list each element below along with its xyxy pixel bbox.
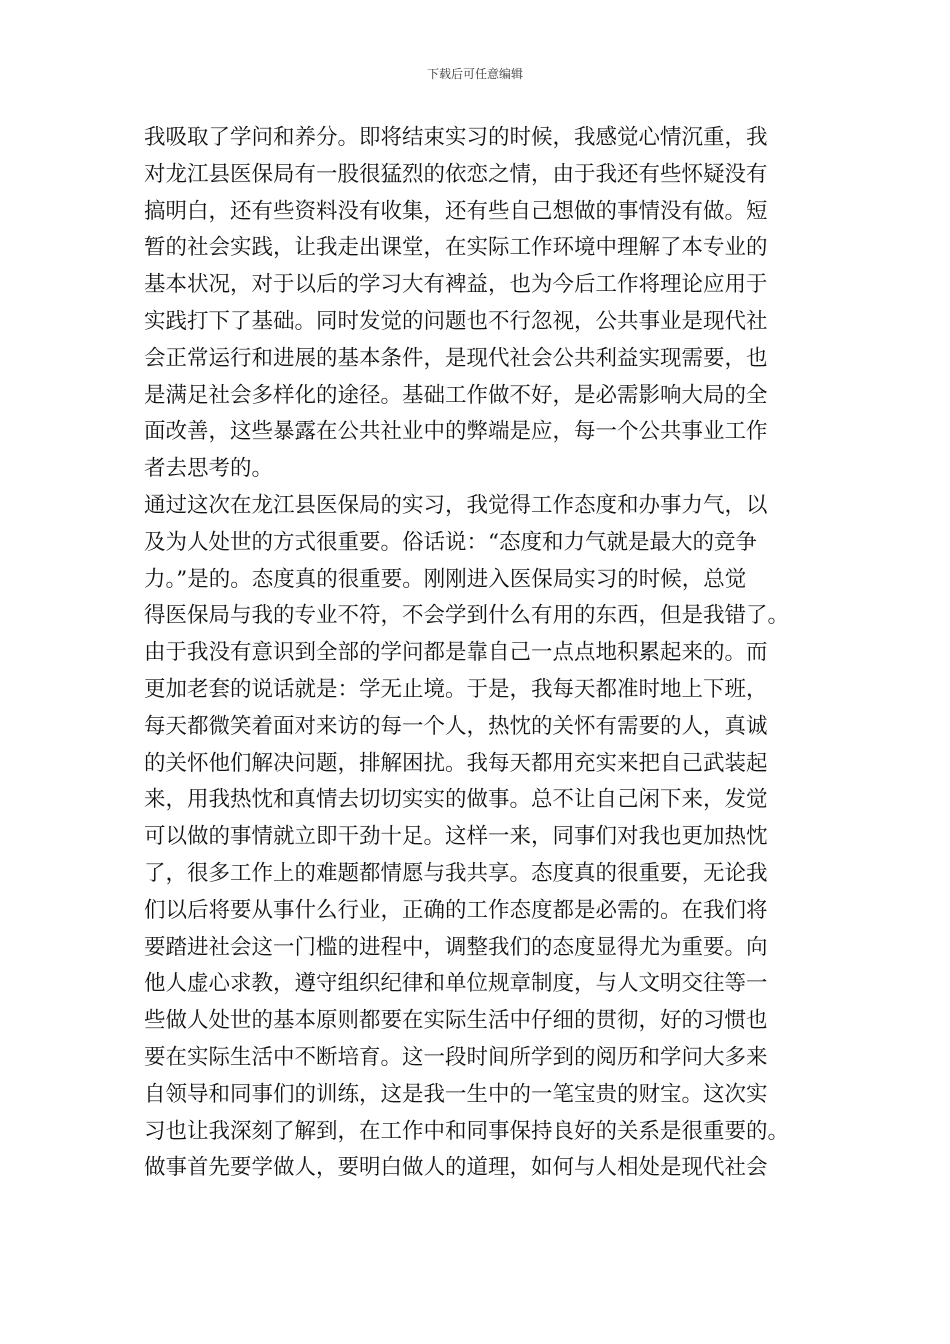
text-line: 些做人处世的基本原则都要在实际生活中仔细的贯彻，好的习惯也 — [144, 1008, 768, 1034]
text-line: 面改善，这些暴露在公共社业中的弊端是应，每一个公共事业工作 — [144, 419, 768, 445]
text-line: 会正常运行和进展的基本条件，是现代社会公共利益实现需要，也 — [144, 345, 768, 371]
text-line: 的关怀他们解决问题，排解困扰。我每天都用充实来把自己武装起 — [144, 750, 768, 776]
text-line: 搞明白，还有些资料没有收集，还有些自己想做的事情没有做。短 — [144, 198, 768, 224]
text-line: 对龙江县医保局有一股很猛烈的依恋之情，由于我还有些怀疑没有 — [144, 161, 768, 187]
text-line: 可以做的事情就立即干劲十足。这样一来，同事们对我也更加热忱 — [144, 824, 768, 850]
text-line: 暂的社会实践，让我走出课堂，在实际工作环境中理解了本专业的 — [144, 235, 768, 261]
text-line: 了，很多工作上的难题都情愿与我共享。态度真的很重要，无论我 — [144, 860, 768, 886]
paragraph-1 — [144, 120, 824, 488]
document-body — [144, 120, 824, 1187]
text-line: 更加老套的说话就是：学无止境。于是，我每天都准时地上下班， — [144, 676, 768, 702]
text-line: 他人虚心求教，遵守组织纪律和单位规章制度，与人文明交往等一 — [144, 971, 768, 997]
page-header: 下载后可任意编辑 — [426, 67, 523, 81]
text-line: 我吸取了学问和养分。即将结束实习的时候，我感觉心情沉重，我 — [144, 125, 768, 150]
text-line: 由于我没有意识到全部的学问都是靠自己一点点地积累起来的。而 — [144, 640, 768, 666]
text-line: 实践打下了基础。同时发觉的问题也不行忽视，公共事业是现代社 — [144, 308, 768, 334]
paragraph-2 — [144, 488, 824, 1187]
text-line: 要踏进社会这一门槛的进程中，调整我们的态度显得尤为重要。向 — [144, 934, 768, 960]
text-line: 来，用我热忱和真情去切切实实的做事。总不让自己闲下来，发觉 — [144, 787, 768, 813]
text-line: 是满足社会多样化的途径。基础工作做不好，是必需影响大局的全 — [144, 382, 768, 408]
text-line: 及为人处世的方式很重要。俗话说：“态度和力气就是最大的竞争 — [144, 529, 757, 555]
text-line: 每天都微笑着面对来访的每一个人，热忱的关怀有需要的人，真诚 — [144, 713, 768, 739]
text-line: 通过这次在龙江县医保局的实习，我觉得工作态度和办事力气，以 — [144, 492, 768, 518]
text-line: 者去思考的。 — [144, 456, 274, 482]
text-line: 做事首先要学做人，要明白做人的道理，如何与人相处是现代社会 — [144, 1155, 768, 1181]
text-line: 自领导和同事们的训练，这是我一生中的一笔宝贵的财宝。这次实 — [144, 1081, 768, 1107]
text-line: 基本状况，对于以后的学习大有裨益，也为今后工作将理论应用于 — [144, 272, 768, 298]
text-line: 力。”是的。态度真的很重要。刚刚进入医保局实习的时候，总觉 — [144, 566, 747, 592]
text-line: 习也让我深刻了解到，在工作中和同事保持良好的关系是很重要的。 — [144, 1118, 790, 1144]
text-line: 们以后将要从事什么行业，正确的工作态度都是必需的。在我们将 — [144, 897, 768, 923]
text-line: 要在实际生活中不断培育。这一段时间所学到的阅历和学问大多来 — [144, 1044, 768, 1070]
text-line: 得医保局与我的专业不符，不会学到什么有用的东西，但是我错了。 — [144, 603, 790, 629]
